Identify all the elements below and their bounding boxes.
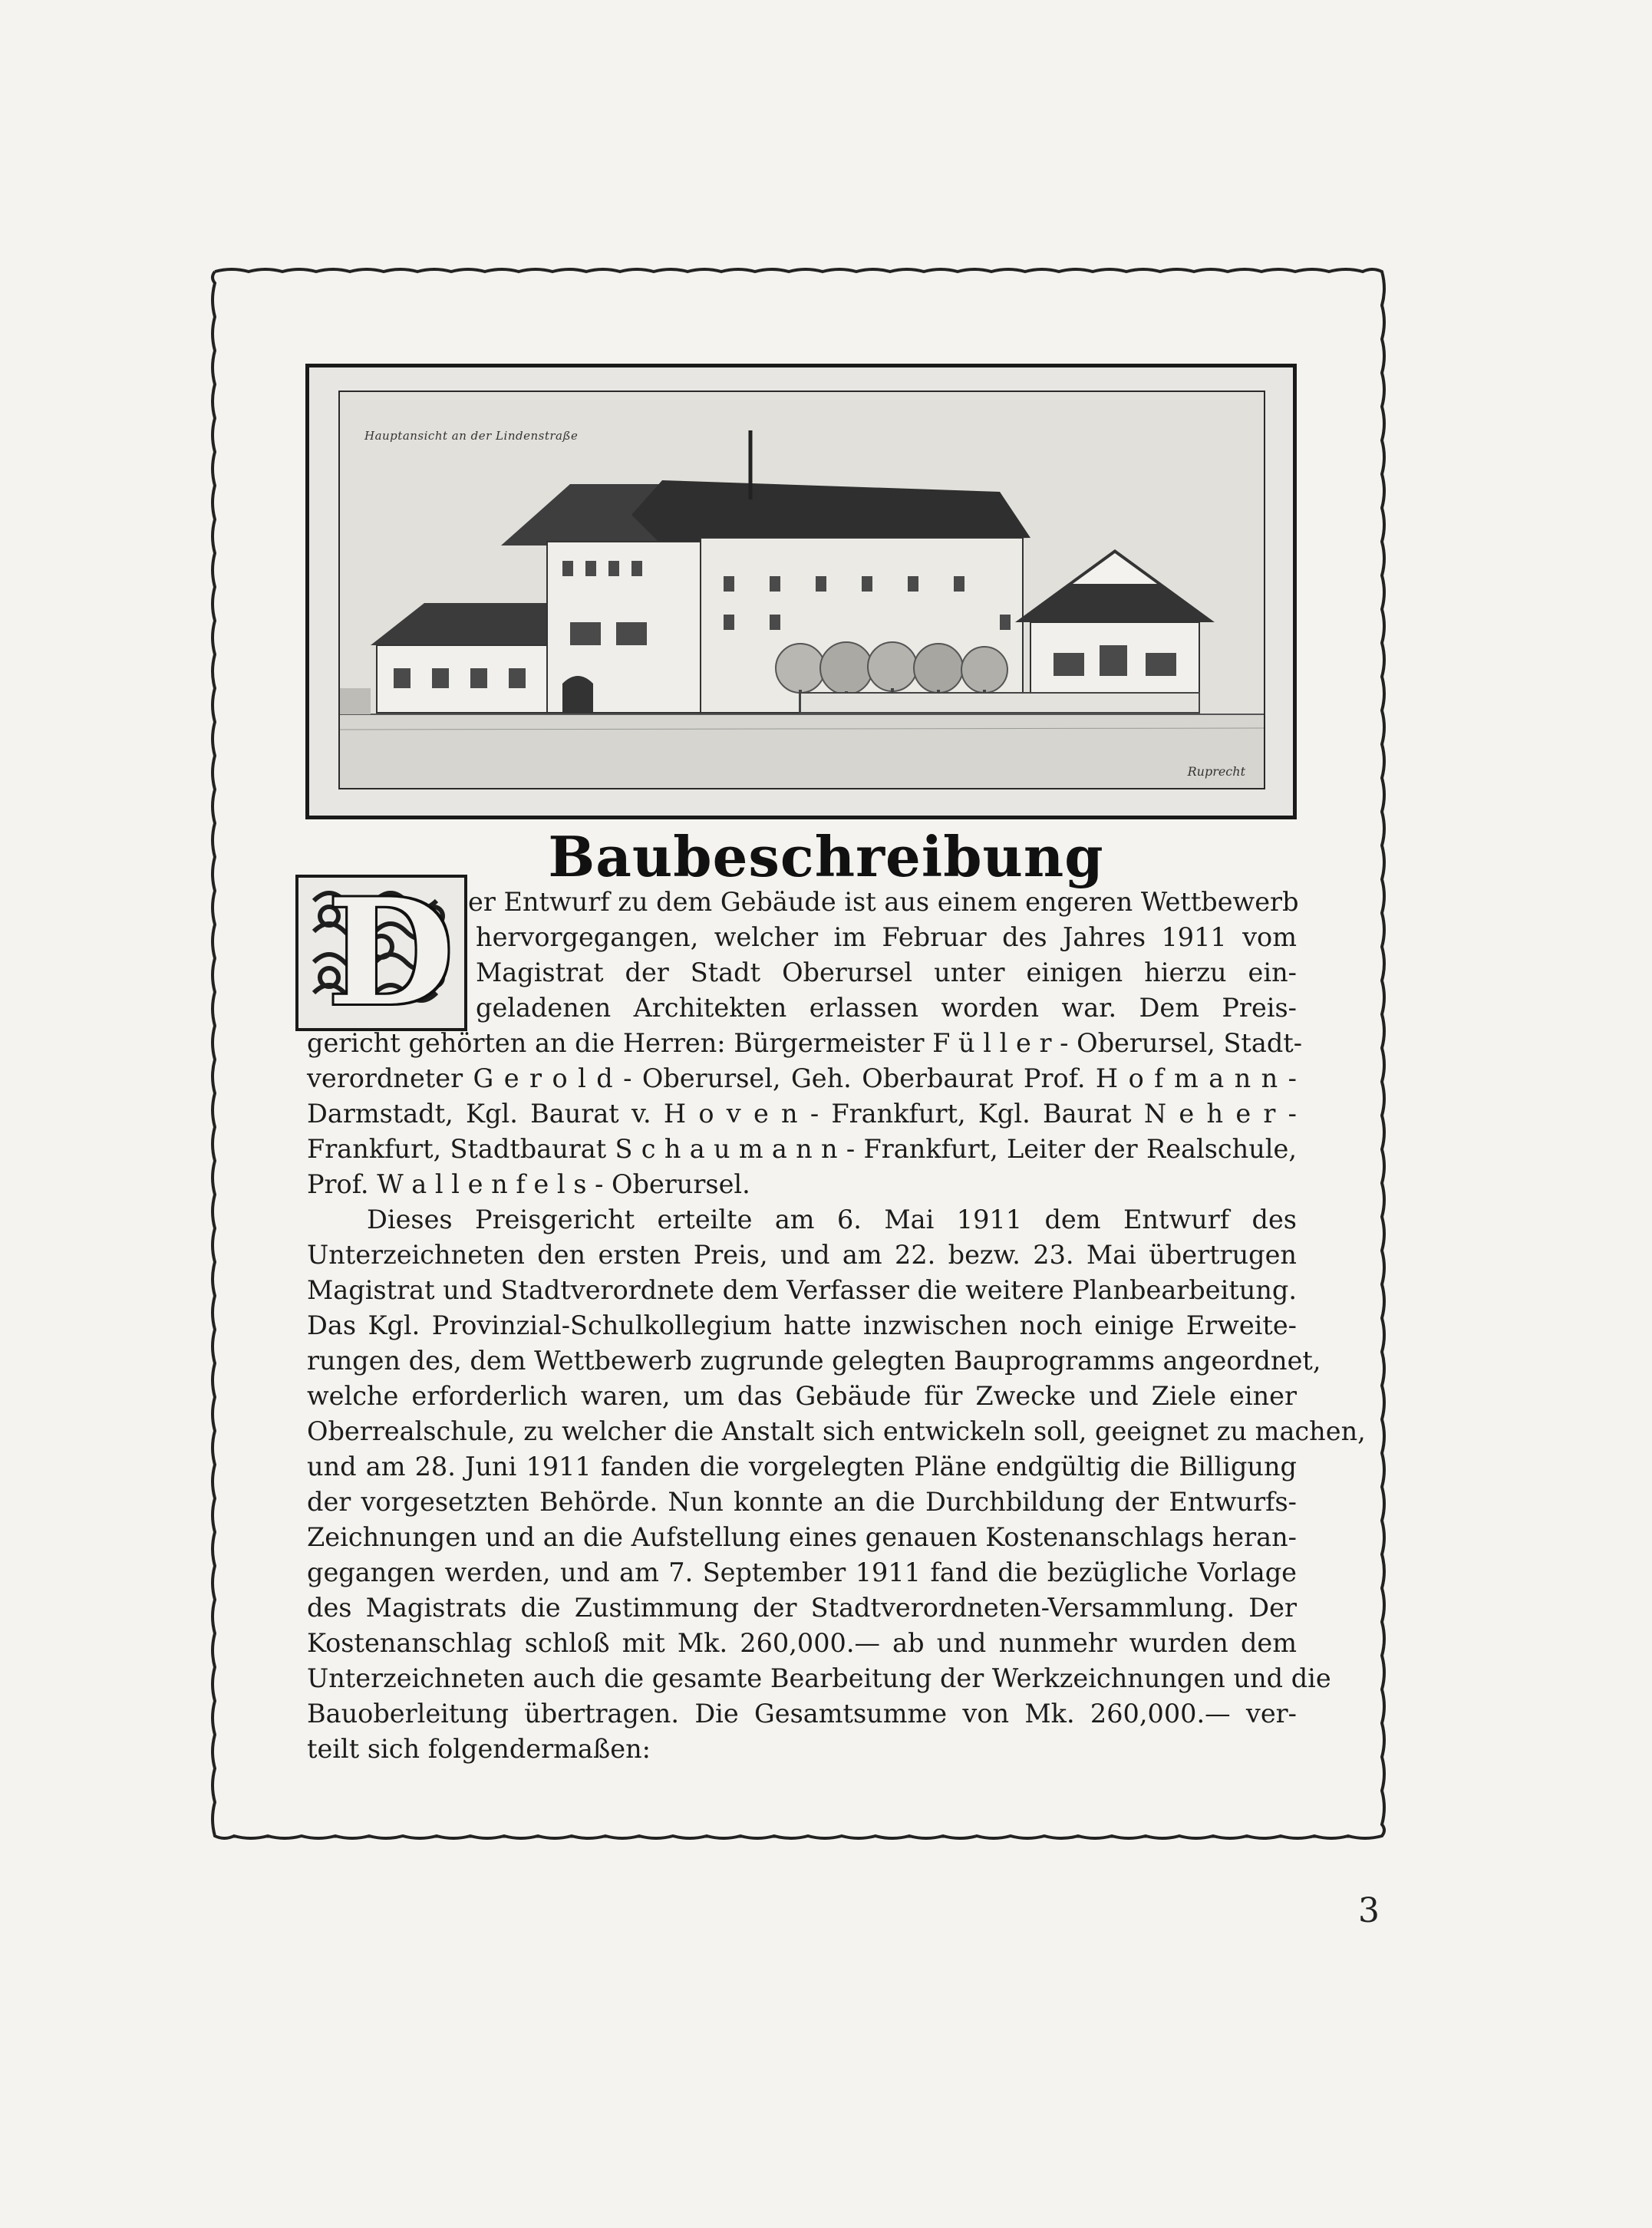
body-line: Magistrat der Stadt Oberursel unter einigen hierzu ein-	[476, 957, 1297, 987]
body-line: der vorgesetzten Behörde. Nun konnte an die Durchbildung der Entwurfs-	[307, 1487, 1297, 1517]
illustration-caption: Hauptansicht an der Lindenstraße	[364, 429, 579, 443]
body-line: Kostenanschlag schloß mit Mk. 260,000.— ab und nunmehr wurden dem	[307, 1628, 1297, 1658]
body-line: Bauoberleitung übertragen. Die Gesamtsumme von Mk. 260,000.— ver-	[307, 1699, 1297, 1729]
body-line: verordneter G e r o l d - Oberursel, Geh. Oberbaurat Prof. H o f m a n n -	[307, 1063, 1297, 1093]
initial-letter: D	[327, 867, 454, 1038]
body-line: Das Kgl. Provinzial-Schulkollegium hatte inzwischen noch einige Erweite-	[307, 1310, 1297, 1340]
body-line: gegangen werden, und am 7. September 1911 fand die bezügliche Vorlage	[307, 1557, 1297, 1587]
body-line: und am 28. Juni 1911 fanden die vorgelegten Pläne endgültig die Billigung	[307, 1452, 1297, 1481]
body-line: Darmstadt, Kgl. Baurat v. H o v e n - Frankfurt, Kgl. Baurat N e h e r -	[307, 1099, 1297, 1129]
body-line: Frankfurt, Stadtbaurat S c h a u m a n n - Frankfurt, Leiter der Realschule,	[307, 1134, 1297, 1164]
body-line: Oberrealschule, zu welcher die Anstalt sich entwickeln soll, geeignet zu machen,	[307, 1416, 1366, 1446]
body-line: Magistrat und Stadtverordnete dem Verfasser die weitere Planbearbeitung.	[307, 1275, 1297, 1305]
illustration-drawing	[338, 391, 1265, 789]
body-line: Zeichnungen und an die Aufstellung eines genauen Kostenanschlags heran-	[307, 1522, 1297, 1552]
body-line: Prof. W a l l e n f e l s - Oberursel.	[307, 1169, 750, 1199]
body-line: Unterzeichneten auch die gesamte Bearbeitung der Werkzeichnungen und die	[307, 1663, 1331, 1693]
body-line: Dieses Preisgericht erteilte am 6. Mai 1911 dem Entwurf des	[367, 1205, 1297, 1234]
artist-signature: Ruprecht	[1187, 764, 1245, 779]
page-title: Baubeschreibung	[548, 824, 1104, 889]
building-illustration	[305, 364, 1297, 819]
page-number: 3	[1358, 1891, 1380, 1930]
body-line: welche erforderlich waren, um das Gebäude für Zwecke und Ziele einer	[307, 1381, 1297, 1411]
body-line: teilt sich folgendermaßen:	[307, 1734, 651, 1764]
body-line: hervorgegangen, welcher im Februar des Jahres 1911 vom	[476, 922, 1297, 952]
body-line: gericht gehörten an die Herren: Bürgermeister F ü l l e r - Oberursel, Stadt-	[307, 1028, 1303, 1058]
body-line: geladenen Architekten erlassen worden war. Dem Preis-	[476, 993, 1297, 1023]
body-line: rungen des, dem Wettbewerb zugrunde gelegten Bauprogramms angeordnet,	[307, 1346, 1321, 1376]
body-line: des Magistrats die Zustimmung der Stadtverordneten-Versammlung. Der	[307, 1593, 1297, 1623]
decorated-initial	[295, 867, 467, 1038]
body-line: Unterzeichneten den ersten Preis, und am 22. bezw. 23. Mai übertrugen	[307, 1240, 1297, 1270]
body-line: er Entwurf zu dem Gebäude ist aus einem engeren Wettbewerb	[468, 887, 1299, 917]
